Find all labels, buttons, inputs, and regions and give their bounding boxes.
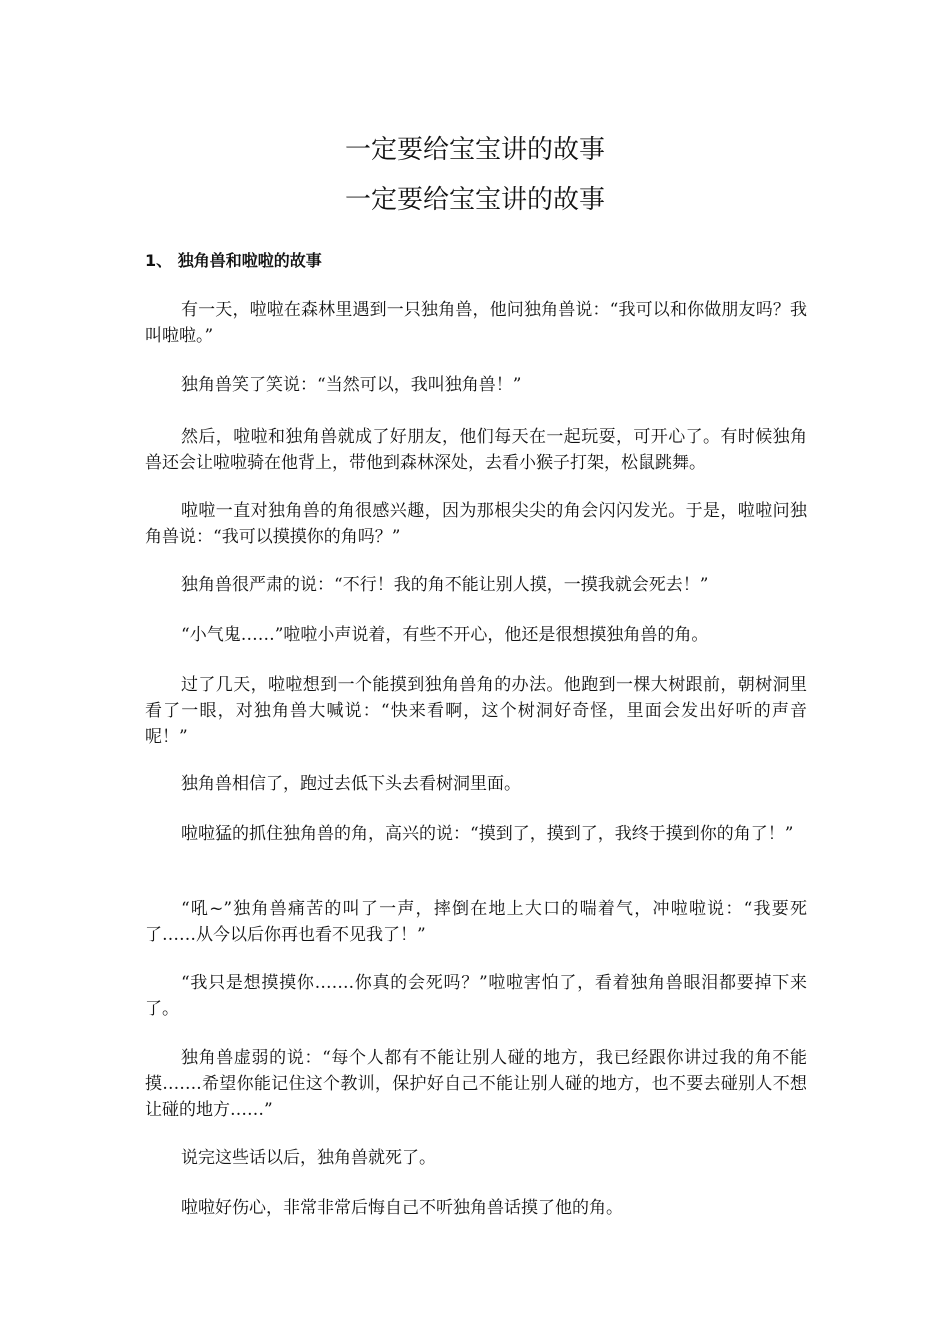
section-heading: 1、 独角兽和啦啦的故事 — [145, 251, 322, 270]
story-paragraph: 独角兽笑了笑说：“当然可以，我叫独角兽！” — [181, 375, 522, 395]
story-paragraph: 独角兽相信了，跑过去低下头去看树洞里面。 — [181, 774, 521, 794]
story-paragraph: “我只是想摸摸你…….你真的会死吗？”啦啦害怕了，看着独角兽眼泪都要掉下来了。 — [145, 973, 807, 1019]
story-paragraph: 啦啦猛的抓住独角兽的角，高兴的说：“摸到了，摸到了，我终于摸到你的角了！” — [181, 824, 794, 844]
document-title: 一定要给宝宝讲的故事 — [344, 135, 605, 165]
document-title-repeat: 一定要给宝宝讲的故事 — [344, 185, 605, 215]
story-paragraph: 然后，啦啦和独角兽就成了好朋友，他们每天在一起玩耍，可开心了。有时候独角兽还会让啦啦骑在他背上，带他到森林深处，去看小猴子打架，松鼠跳舞。 — [145, 427, 807, 473]
story-paragraph: 有一天，啦啦在森林里遇到一只独角兽，他问独角兽说：“我可以和你做朋友吗？我叫啦啦。” — [145, 300, 807, 346]
story-paragraph: 独角兽很严肃的说：“不行！我的角不能让别人摸，一摸我就会死去！” — [181, 575, 709, 595]
story-paragraph: 说完这些话以后，独角兽就死了。 — [181, 1148, 436, 1168]
story-paragraph: 啦啦一直对独角兽的角很感兴趣，因为那根尖尖的角会闪闪发光。于是，啦啦问独角兽说：“我可以摸摸你的角吗？” — [145, 501, 807, 547]
story-paragraph: 过了几天，啦啦想到一个能摸到独角兽角的办法。他跑到一棵大树跟前，朝树洞里看了一眼，对独角兽大喊说：“快来看啊，这个树洞好奇怪，里面会发出好听的声音呢！” — [145, 675, 807, 747]
story-paragraph: “小气鬼……”啦啦小声说着，有些不开心，他还是很想摸独角兽的角。 — [181, 625, 709, 645]
story-paragraph: “吼~”独角兽痛苦的叫了一声，摔倒在地上大口的喘着气，冲啦啦说：“我要死了……从今以后你再也看不见我了！” — [145, 899, 807, 945]
story-paragraph: 独角兽虚弱的说：“每个人都有不能让别人碰的地方，我已经跟你讲过我的角不能摸…….希望你能记住这个教训，保护好自己不能让别人碰的地方，也不要去碰别人不想让碰的地方……” — [145, 1048, 807, 1120]
story-paragraph: 啦啦好伤心，非常非常后悔自己不听独角兽话摸了他的角。 — [181, 1198, 623, 1218]
